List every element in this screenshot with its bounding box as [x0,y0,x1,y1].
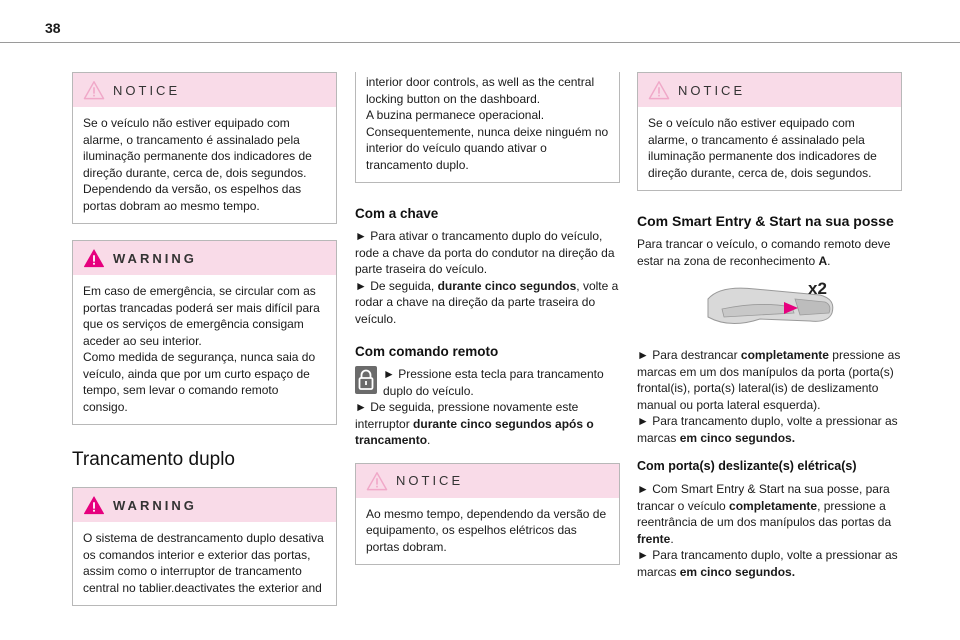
continuation-text: interior door controls, as well as the central locking button on the dashboard. [366,75,595,106]
press-count-label: x2 [807,279,827,298]
remote-step-1: ► Pressione esta tecla para trancamento duplo do veículo. [383,367,604,398]
smart-step-1: ► Para destrancar completamente pressione as marcas em um dos manípulos da porta (porta(s) frontal(is), porta(s) lateral(is) de deslizamento manual ou porta lateral esquerda). [637,348,901,412]
notice-header-2 [356,464,619,498]
column-middle [355,72,620,581]
sliding-door-steps [637,481,902,580]
door-handle-illustration [637,277,902,337]
notice-text-3: Se o veículo não estiver equipado com alarme, o trancamento é assinalado pela iluminação permanente dos indicadores de direção durante, cerca de, dois segundos. [648,116,877,180]
notice-title-3: NOTICE [678,82,746,98]
padlock-button-icon [355,366,377,394]
header-divider [0,42,960,43]
remote-instructions [355,366,620,449]
smart-entry-intro: Para trancar o veículo, o comando remoto deve estar na zona de reconhecimento A. [637,237,891,268]
warning-title-2: WARNING [113,497,197,513]
notice-title-2: NOTICE [396,473,464,488]
smart-step-2: ► Para trancamento duplo, volte a pressionar as marcas em cinco segundos. [637,414,898,445]
notice-header-3 [638,73,901,107]
smart-entry-heading: Com Smart Entry & Start na sua posse [637,213,894,229]
warning-text-2: Como medida de segurança, nunca saia do veículo, ainda que por um curto espaço de tempo, sem levar o comando remoto consigo. [83,350,316,414]
warning-title: WARNING [113,250,197,266]
page-number: 38 [45,20,61,36]
caution-outline-icon [366,471,388,491]
warning-header-2 [73,488,336,522]
sliding-step-2: ► Para trancamento duplo, volte a pressionar as marcas em cinco segundos. [637,548,898,579]
continuation-text-3: Consequentemente, nunca deixe ninguém no interior do veículo quando ativar o trancamento duplo. [366,124,609,172]
smart-entry-steps [637,347,902,446]
caution-outline-icon [648,80,670,100]
notice-box-2 [355,463,620,566]
notice-text: Se o veículo não estiver equipado com alarme, o trancamento é assinalado pela iluminação permanente dos indicadores de direção durante, cerca de, dois segundos. Dependendo da versão, os espelhos das portas dobram ao mesmo tempo. [83,116,312,213]
section-title: Trancamento duplo [72,449,236,470]
warning-triangle-icon [83,495,105,515]
warning-text: Em caso de emergência, se circular com as portas trancadas poderá ser mais difícil para que os serviços de emergência consigam aceder ao seu interior. [83,284,320,348]
column-right [637,72,902,588]
caution-outline-icon [83,80,105,100]
sliding-door-heading: Com porta(s) deslizante(s) elétrica(s) [637,459,857,473]
notice-title: NOTICE [113,82,181,98]
warning-box [72,240,337,425]
notice-box [72,72,337,224]
warning-triangle-icon [83,248,105,268]
door-handle-press-icon [700,277,840,337]
remote-heading: Com comando remoto [355,344,499,359]
key-step-2: ► De seguida, durante cinco segundos, volte a rodar a chave na direção da parte traseira do veículo. [355,278,619,326]
warning-text-3: O sistema de destrancamento duplo desativa os comandos interior e exterior das portas, assim como o interruptor de trancamento central no tablier.deactivates the exterior and [83,531,324,595]
sliding-step-1: ► Com Smart Entry & Start na sua posse, para trancar o veículo completamente, pressione a reentrância de um dos manípulos das portas da frente. [637,482,892,546]
key-heading: Com a chave [355,206,439,221]
column-left [72,72,337,622]
warning-box-2 [72,487,337,606]
warning-header [73,241,336,275]
notice-box-3 [637,72,902,191]
notice-text-2: Ao mesmo tempo, dependendo da versão de equipamento, os espelhos elétricos das portas dobram. [366,506,607,554]
remote-step-2: ► De seguida, pressione novamente este interruptor durante cinco segundos após o trancamento. [355,400,594,447]
warning-continuation-box [355,72,620,183]
continuation-text-2: A buzina permanece operacional. [366,108,545,122]
key-step-1: ► Para ativar o trancamento duplo do veículo, rode a chave da porta do condutor na direção da parte traseira do veículo. [355,229,615,276]
key-instructions [355,228,620,327]
notice-header [73,73,336,107]
